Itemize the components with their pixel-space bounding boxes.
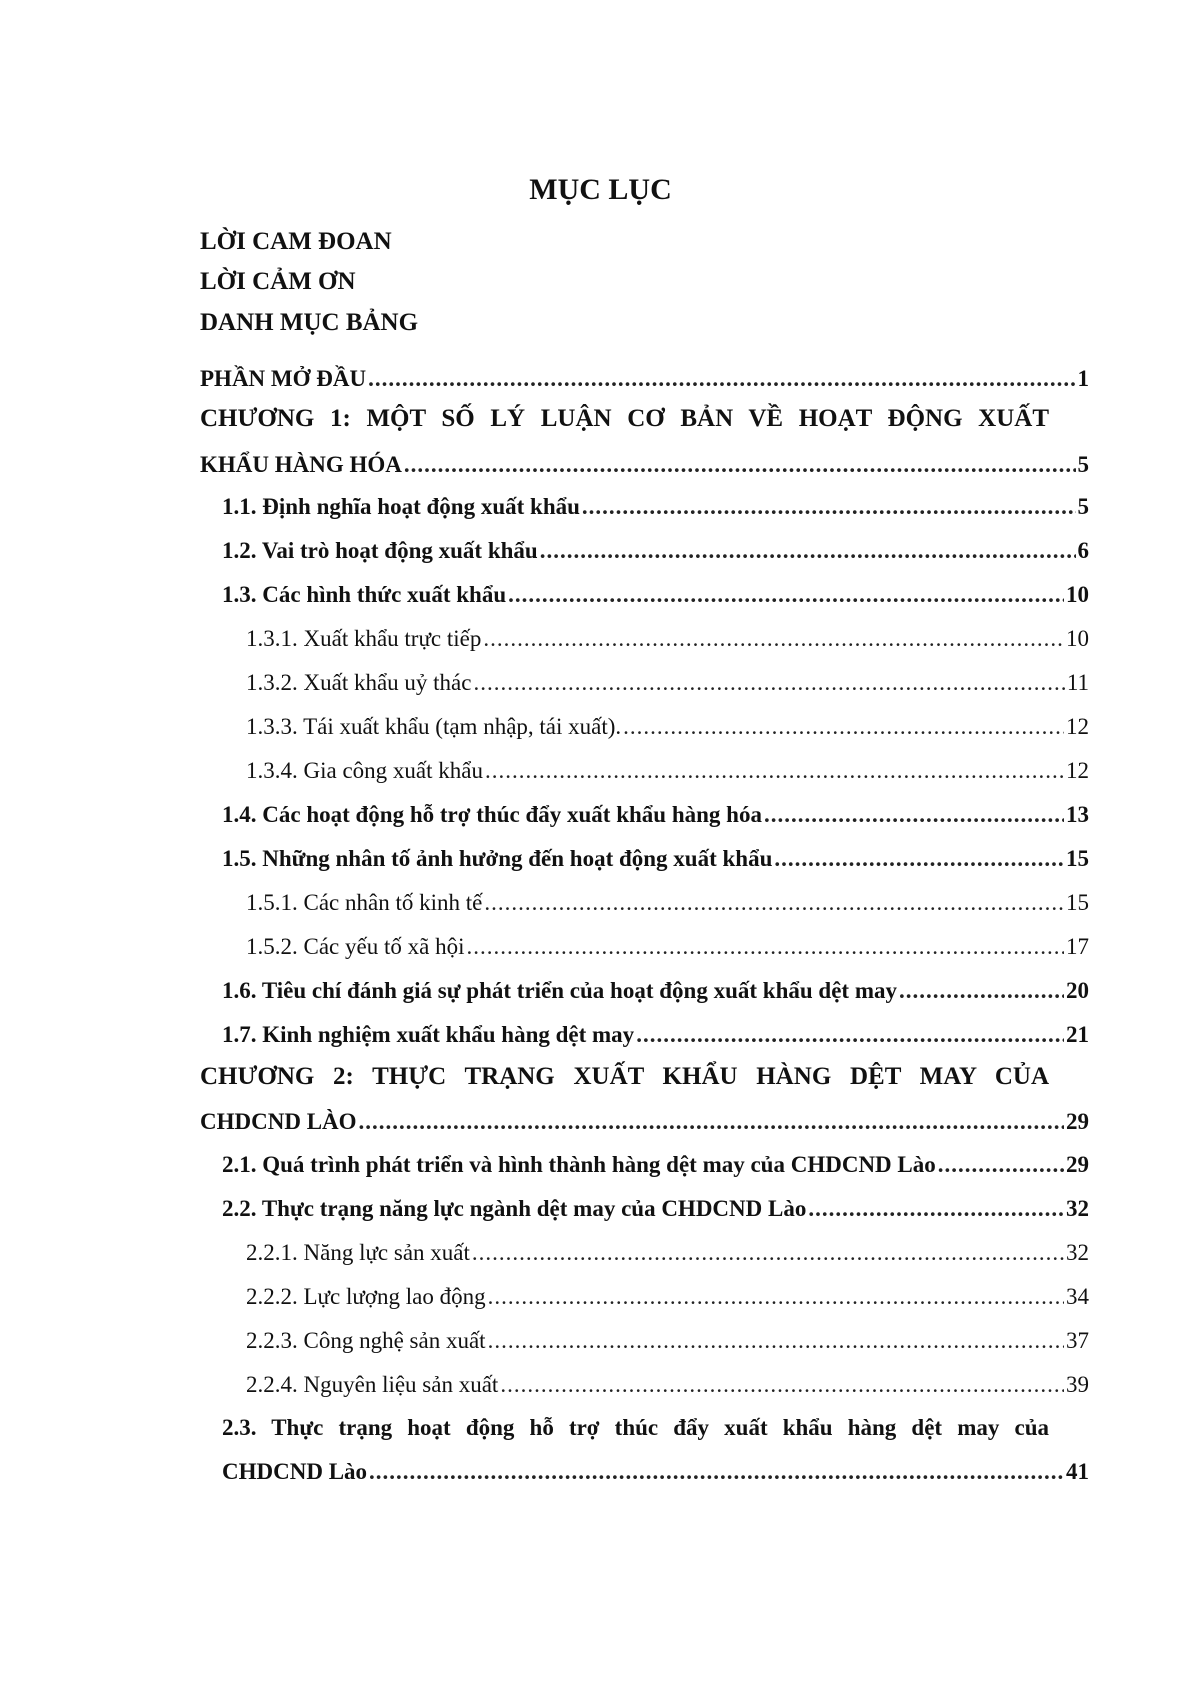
toc-entry-1-3-4[interactable]: [246, 756, 1089, 786]
toc-entry-intro[interactable]: [200, 364, 1089, 394]
toc-chapter-1-heading[interactable]: CHƯƠNG 1: MỘT SỐ LÝ LUẬN CƠ BẢN VỀ HOẠT ĐỘNG XUẤT: [200, 405, 1049, 432]
dot-leader: [359, 1107, 1064, 1137]
toc-section-2-3-heading[interactable]: 2.3. Thực trạng hoạt động hỗ trợ thúc đẩy xuất khẩu hàng dệt may của: [222, 1415, 1049, 1440]
toc-entry-1-3[interactable]: [222, 580, 1089, 610]
toc-entry-1-2[interactable]: [222, 536, 1089, 566]
toc-label: 1.3.1. Xuất khẩu trực tiếp: [246, 626, 482, 651]
toc-entry-2-2[interactable]: [222, 1194, 1089, 1224]
toc-label: 2.2.2. Lực lượng lao động: [246, 1284, 486, 1309]
toc-page-number: 21: [1066, 1022, 1089, 1047]
toc-label: 1.5.1. Các nhân tố kinh tế: [246, 890, 483, 915]
toc-front-commitment[interactable]: [200, 227, 392, 257]
toc-entry-2-2-2[interactable]: [246, 1282, 1089, 1312]
toc-page-number: 32: [1066, 1240, 1089, 1265]
toc-label: 1.1. Định nghĩa hoạt động xuất khẩu: [222, 494, 580, 519]
dot-leader: [485, 756, 1064, 786]
toc-label: LỜI CAM ĐOAN: [200, 228, 392, 255]
toc-page-number: 17: [1066, 934, 1089, 959]
toc-label: 2.2. Thực trạng năng lực ngành dệt may của CHDCND Lào: [222, 1196, 807, 1221]
toc-entry-2-2-3[interactable]: [246, 1326, 1089, 1356]
toc-page-number: 32: [1066, 1196, 1089, 1221]
dot-leader: [500, 1370, 1064, 1400]
toc-page-number: 5: [1077, 494, 1089, 519]
toc-entry-1-1[interactable]: [222, 492, 1089, 522]
dot-leader: [582, 492, 1076, 522]
dot-leader: [368, 364, 1075, 394]
toc-label: 1.3.2. Xuất khẩu uỷ thác: [246, 670, 472, 695]
toc-entry-2-3[interactable]: [222, 1457, 1089, 1487]
dot-leader: [466, 932, 1064, 962]
toc-entry-2-2-4[interactable]: [246, 1370, 1089, 1400]
toc-label: 1.5. Những nhân tố ảnh hưởng đến hoạt động xuất khẩu: [222, 846, 773, 871]
dot-leader: [488, 1326, 1064, 1356]
toc-label: 2.2.3. Công nghệ sản xuất: [246, 1328, 486, 1353]
toc-label: LỜI CẢM ƠN: [200, 268, 356, 295]
toc-page-number: 5: [1077, 452, 1089, 477]
toc-entry-chapter-2[interactable]: [200, 1107, 1089, 1137]
toc-entry-2-1[interactable]: [222, 1150, 1089, 1180]
toc-label: 1.4. Các hoạt động hỗ trợ thúc đẩy xuất khẩu hàng hóa: [222, 802, 762, 827]
dot-leader: [508, 580, 1064, 610]
toc-page-number: 13: [1066, 802, 1089, 827]
toc-entry-chapter-1[interactable]: [200, 450, 1089, 480]
toc-label: 2.2.4. Nguyên liệu sản xuất: [246, 1372, 499, 1397]
dot-leader: [472, 1238, 1064, 1268]
dot-leader: [483, 624, 1064, 654]
toc-label: 1.3.4. Gia công xuất khẩu: [246, 758, 483, 783]
toc-page-number: 10: [1066, 582, 1089, 607]
dot-leader: [369, 1457, 1064, 1487]
toc-page-number: 29: [1066, 1109, 1089, 1134]
dot-leader: [473, 668, 1064, 698]
toc-label: 2.1. Quá trình phát triển và hình thành hàng dệt may của CHDCND Lào: [222, 1152, 936, 1177]
dot-leader: [484, 888, 1064, 918]
dot-leader: [636, 1020, 1064, 1050]
toc-label: PHẦN MỞ ĐẦU: [200, 366, 367, 391]
toc-page-number: 12: [1066, 714, 1089, 739]
toc-entry-1-5-2[interactable]: [246, 932, 1089, 962]
toc-label: 1.3.3. Tái xuất khẩu (tạm nhập, tái xuất).: [246, 714, 622, 739]
toc-page-number: 15: [1066, 890, 1089, 915]
toc-label: 1.5.2. Các yếu tố xã hội: [246, 934, 465, 959]
toc-front-tables[interactable]: [200, 308, 418, 338]
dot-leader: [764, 800, 1064, 830]
toc-page-number: 12: [1066, 758, 1089, 783]
toc-entry-1-5[interactable]: [222, 844, 1089, 874]
toc-front-thanks[interactable]: [200, 267, 356, 297]
toc-chapter-2-heading[interactable]: CHƯƠNG 2: THỰC TRẠNG XUẤT KHẨU HÀNG DỆT MAY CỦA: [200, 1063, 1049, 1090]
dot-leader: [623, 712, 1064, 742]
toc-entry-1-7[interactable]: [222, 1020, 1089, 1050]
toc-page-number: 15: [1066, 846, 1089, 871]
toc-page-number: 20: [1066, 978, 1089, 1003]
toc-page-number: 1: [1077, 366, 1089, 391]
toc-entry-1-6[interactable]: [222, 976, 1089, 1006]
toc-page-number: 34: [1066, 1284, 1089, 1309]
toc-page-number: 37: [1066, 1328, 1089, 1353]
toc-page-number: 10: [1066, 626, 1089, 651]
toc-page-number: 41: [1066, 1459, 1089, 1484]
toc-label: DANH MỤC BẢNG: [200, 309, 419, 336]
toc-label: 1.7. Kinh nghiệm xuất khẩu hàng dệt may: [222, 1022, 635, 1047]
toc-page-number: 6: [1077, 538, 1089, 563]
toc-page-number: 39: [1066, 1372, 1089, 1397]
toc-entry-1-4[interactable]: [222, 800, 1089, 830]
dot-leader: [808, 1194, 1064, 1224]
toc-label: CHDCND Lào: [222, 1459, 368, 1484]
toc-entry-1-3-2[interactable]: [246, 668, 1089, 698]
dot-leader: [540, 536, 1076, 566]
toc-entry-1-3-3[interactable]: [246, 712, 1089, 742]
toc-label: 1.3. Các hình thức xuất khẩu: [222, 582, 507, 607]
toc-label: KHẨU HÀNG HÓA: [200, 452, 402, 477]
toc-entry-2-2-1[interactable]: [246, 1238, 1089, 1268]
dot-leader: [899, 976, 1064, 1006]
toc-label: CHDCND LÀO: [200, 1109, 357, 1134]
toc-label: 1.6. Tiêu chí đánh giá sự phát triển của hoạt động xuất khẩu dệt may: [222, 978, 897, 1003]
dot-leader: [488, 1282, 1064, 1312]
dot-leader: [938, 1150, 1064, 1180]
dot-leader: [774, 844, 1064, 874]
page-title: MỤC LỤC: [529, 173, 672, 206]
toc-entry-1-3-1[interactable]: [246, 624, 1089, 654]
dot-leader: [404, 450, 1076, 480]
toc-entry-1-5-1[interactable]: [246, 888, 1089, 918]
toc-page-number: 11: [1066, 670, 1089, 695]
toc-label: 2.2.1. Năng lực sản xuất: [246, 1240, 470, 1265]
toc-label: 1.2. Vai trò hoạt động xuất khẩu: [222, 538, 538, 563]
toc-page-number: 29: [1066, 1152, 1089, 1177]
